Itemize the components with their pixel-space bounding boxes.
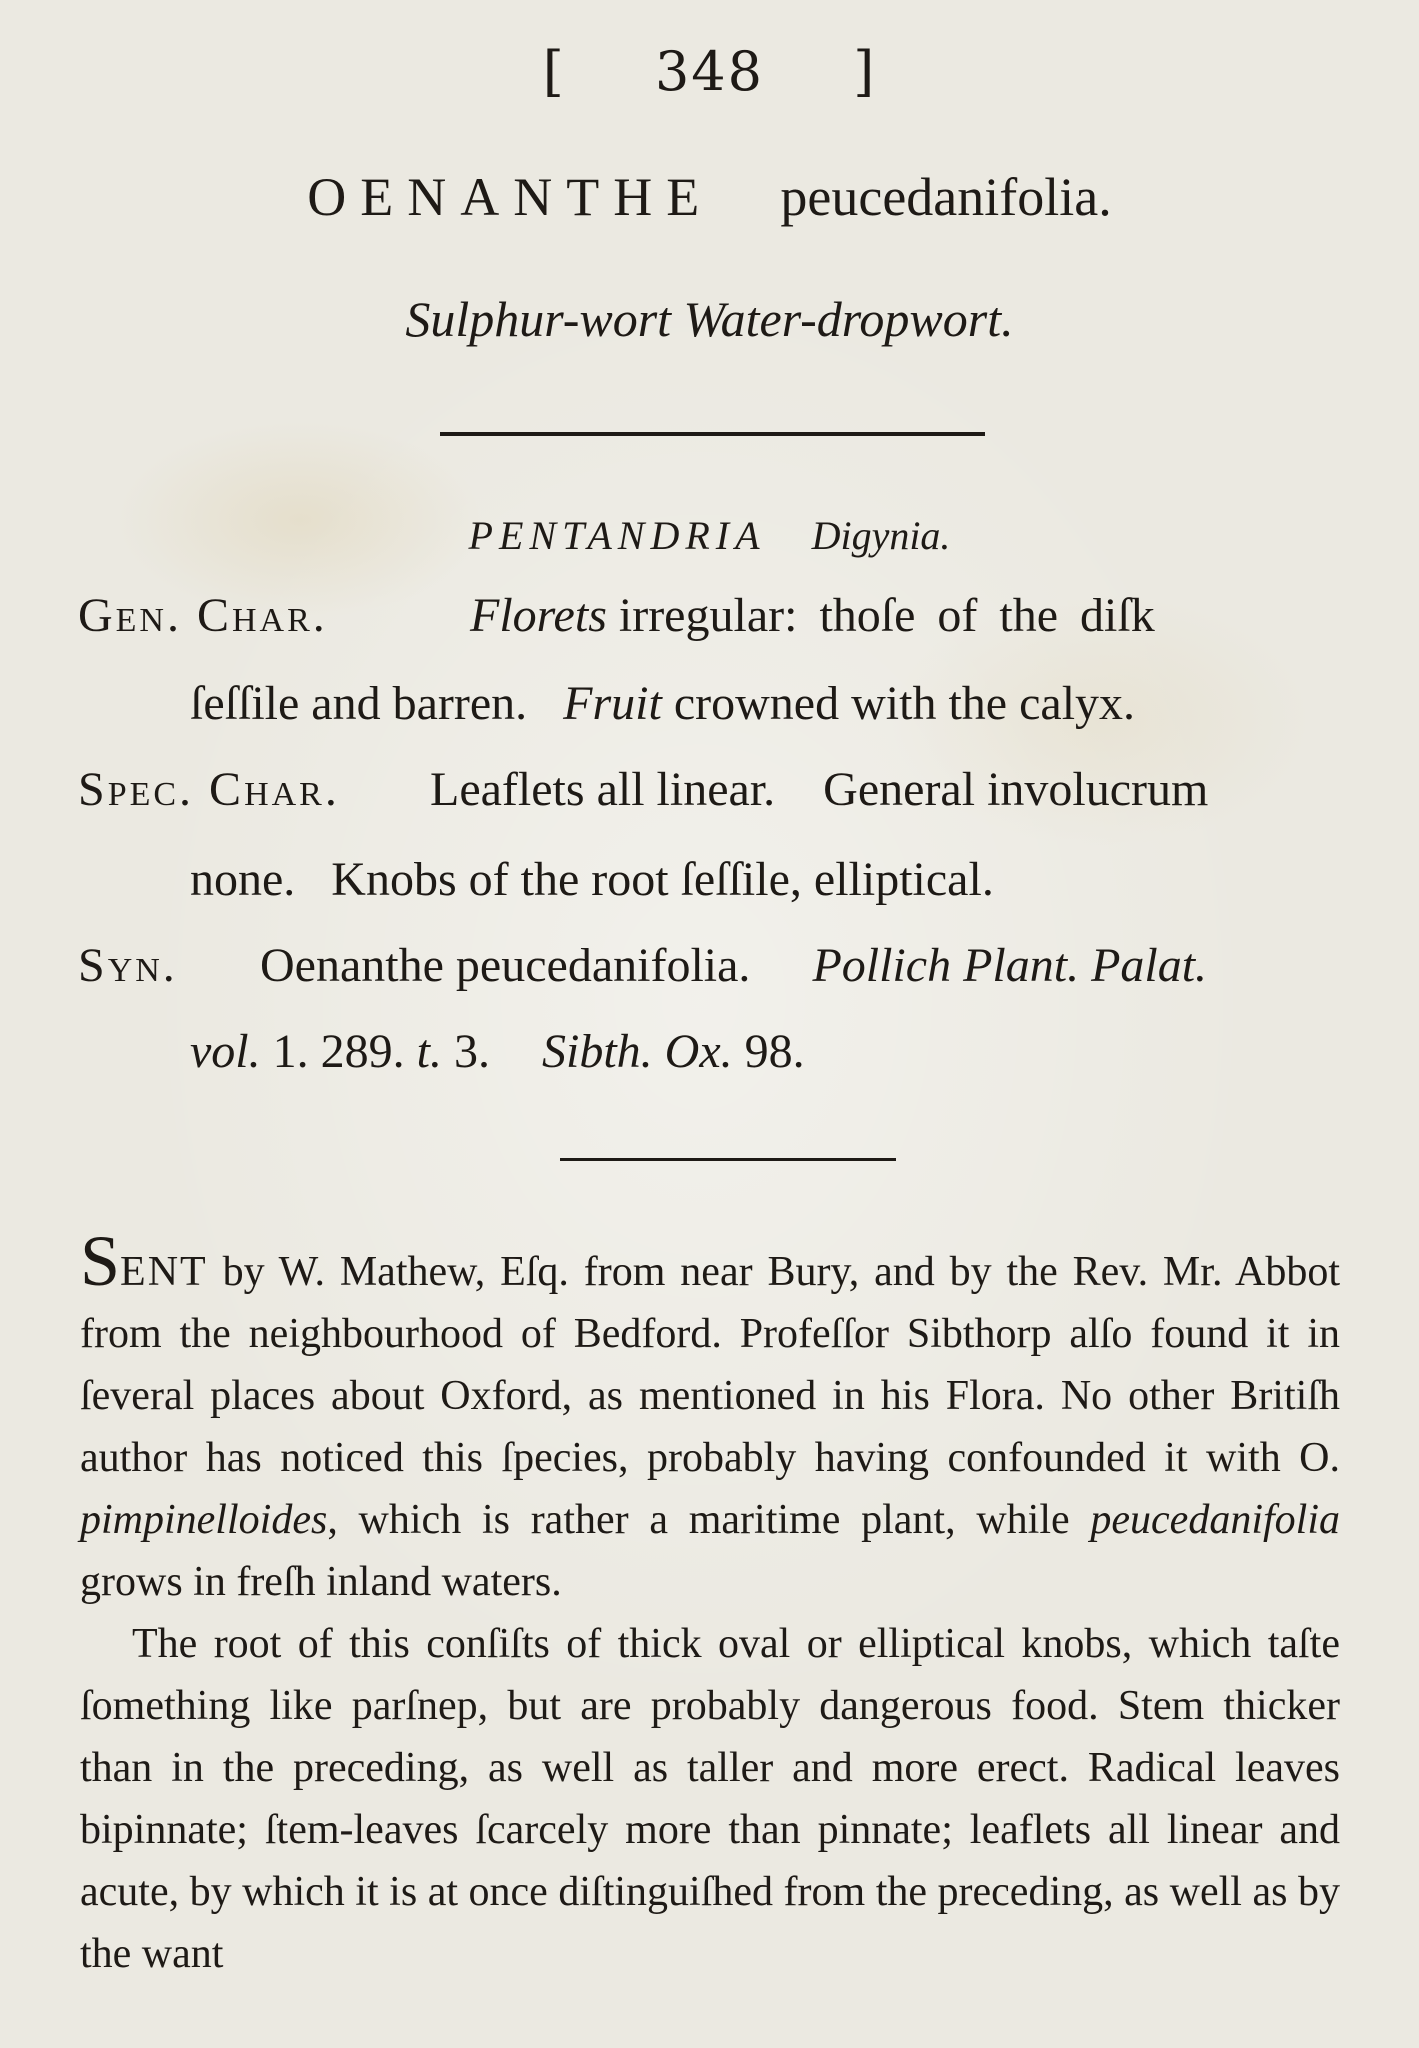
- order-name: Digynia.: [811, 513, 951, 558]
- spec-char-line-2: [190, 852, 994, 907]
- paragraph-1-italic-2: peucedanifolia: [1090, 1497, 1340, 1543]
- common-name: Sulphur-wort Water-dropwort.: [405, 291, 1014, 347]
- spec-char-label: Spec. Char.: [78, 763, 340, 816]
- first-word: ENT: [120, 1249, 208, 1295]
- gen-char-line-2: [190, 676, 1135, 731]
- syn-line1-reference: Pollich Plant. Palat.: [812, 939, 1208, 992]
- syn-sibth: Sibth. Ox.: [541, 1025, 733, 1078]
- gen-char-florets: Florets: [470, 589, 607, 642]
- gen-char-line2-b: crowned with the calyx.: [673, 677, 1136, 730]
- spec-char-line1-text: Leaflets all linear. General involucrum: [430, 763, 1209, 816]
- paragraph-1-text-b: , which is rather a maritime plant, while: [327, 1497, 1070, 1543]
- syn-t: t.: [416, 1025, 442, 1078]
- paragraph-1-text-c: grows in freſh inland waters.: [80, 1559, 562, 1605]
- body-text: [80, 1221, 1340, 1985]
- paragraph-1-text-a: by W. Mathew, Eſq. from near Bury, and by the Rev. Mr. Abbot from the neighbourhood of Bedford. Profeſſor Sibthorp alſo found it in ſeveral places about Oxford, as mentioned in his Flora. No other Britiſh author has noticed this ſpecies, probably having confounded it with O.: [80, 1249, 1340, 1481]
- divider-bottom: [560, 1158, 896, 1161]
- gen-char-line-1: [78, 588, 1340, 643]
- drop-cap: S: [80, 1221, 121, 1301]
- gen-char-label: Gen. Char.: [78, 589, 328, 642]
- syn-line1-plain: Oenanthe peucedanifolia.: [260, 939, 751, 992]
- spec-char-line2-text: none. Knobs of the root ſeſſile, elliptical.: [190, 853, 994, 906]
- bracket-right: ]: [853, 40, 877, 103]
- gen-char-line2-a: ſeſſile and barren.: [190, 677, 528, 730]
- syn-label: Syn.: [78, 939, 178, 992]
- page-title: [0, 165, 1419, 228]
- syn-vol-num: 1. 289.: [272, 1025, 405, 1078]
- bracket-left: [: [542, 40, 566, 103]
- syn-sibth-num: 98.: [744, 1025, 805, 1078]
- page-number: 348: [654, 40, 765, 103]
- syn-line-2: [190, 1024, 805, 1079]
- classification-line: [0, 512, 1419, 559]
- genus-name: OENANTHE: [307, 167, 714, 227]
- paragraph-2: The root of this conſiſts of thick oval or elliptical knobs, which taſte ſomething like parſnep, but are probably dangerous food. Stem thicker than in the preceding, as well as taller and more erect. Radical leaves bipinnate; ſtem-leaves ſcarcely more than pinnate; leaflets all linear and acute, by which it is at once diſtinguiſhed from the preceding, as well as by the want: [80, 1621, 1340, 1977]
- syn-line-1: [78, 938, 1207, 993]
- species-name: peucedanifolia.: [780, 167, 1112, 227]
- paragraph-1-italic-1: pimpinelloides: [80, 1497, 328, 1543]
- divider-top: [440, 432, 985, 436]
- gen-char-fruit: Fruit: [563, 677, 662, 730]
- spec-char-line-1: [78, 762, 1208, 817]
- syn-vol: vol.: [190, 1025, 261, 1078]
- gen-char-line1-text: irregular: thoſe of the diſk: [618, 589, 1155, 642]
- page-number-line: [0, 40, 1419, 103]
- paragraph-1: [80, 1221, 1340, 1613]
- class-name: PENTANDRIA: [468, 513, 766, 558]
- syn-t-num: 3.: [453, 1025, 490, 1078]
